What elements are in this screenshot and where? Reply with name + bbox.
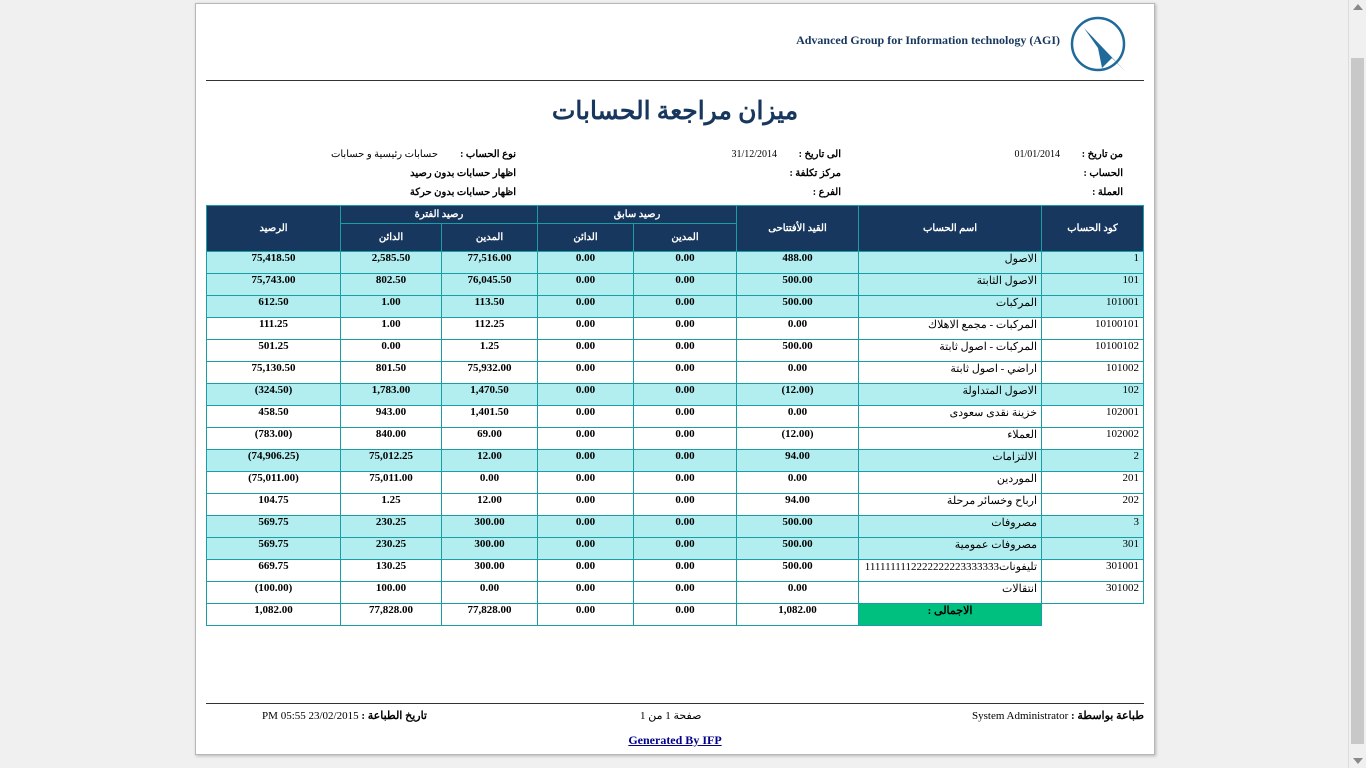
account-name-cell: خزينة نقدى سعودى xyxy=(859,406,1042,428)
page-number: صفحة 1 من 1 xyxy=(640,710,702,722)
account-code-cell: 301 xyxy=(1042,538,1144,560)
previous-debit-cell: 0.00 xyxy=(634,538,737,560)
account-code-cell: 2 xyxy=(1042,450,1144,472)
opening-balance-cell: 0.00 xyxy=(737,406,859,428)
previous-credit-cell: 0.00 xyxy=(538,296,634,318)
previous-credit-cell: 0.00 xyxy=(538,340,634,362)
period-credit-cell: 2,585.50 xyxy=(341,252,442,274)
period-debit-cell: 0.00 xyxy=(442,582,538,604)
balance-cell: 569.75 xyxy=(207,538,341,560)
total-period-credit: 77,828.00 xyxy=(341,604,442,626)
scroll-up-icon[interactable] xyxy=(1353,4,1363,10)
table-row xyxy=(207,472,1144,494)
account-code-cell: 301002 xyxy=(1042,582,1144,604)
previous-credit-cell: 0.00 xyxy=(538,384,634,406)
opening-balance-cell: 0.00 xyxy=(737,472,859,494)
period-credit-cell: 0.00 xyxy=(341,340,442,362)
col-header-prev-credit: الدائن xyxy=(538,224,634,252)
period-credit-cell: 230.25 xyxy=(341,538,442,560)
previous-debit-cell: 0.00 xyxy=(634,560,737,582)
account-code-cell: 101002 xyxy=(1042,362,1144,384)
opening-balance-cell: 94.00 xyxy=(737,494,859,516)
col-header-prev-debit: المدين xyxy=(634,224,737,252)
previous-debit-cell: 0.00 xyxy=(634,428,737,450)
previous-debit-cell: 0.00 xyxy=(634,406,737,428)
scroll-down-icon[interactable] xyxy=(1353,758,1363,764)
col-header-period-credit: الدائن xyxy=(341,224,442,252)
account-code-cell: 101 xyxy=(1042,274,1144,296)
branch-label: الفرع : xyxy=(812,187,841,198)
previous-debit-cell: 0.00 xyxy=(634,318,737,340)
balance-cell: 669.75 xyxy=(207,560,341,582)
period-debit-cell: 1,470.50 xyxy=(442,384,538,406)
generated-by-link[interactable]: Generated By IFP xyxy=(628,733,722,747)
account-name-cell: ارباح وخسائر مرحلة xyxy=(859,494,1042,516)
account-code-cell: 3 xyxy=(1042,516,1144,538)
opening-balance-cell: 500.00 xyxy=(737,516,859,538)
account-code-cell: 201 xyxy=(1042,472,1144,494)
cost-center-label: مركز تكلفة : xyxy=(789,168,841,179)
period-debit-cell: 77,516.00 xyxy=(442,252,538,274)
period-debit-cell: 1.25 xyxy=(442,340,538,362)
total-period-debit: 77,828.00 xyxy=(442,604,538,626)
table-row xyxy=(207,494,1144,516)
header-divider xyxy=(206,80,1144,81)
vertical-scrollbar[interactable] xyxy=(1348,0,1366,768)
period-debit-cell: 75,932.00 xyxy=(442,362,538,384)
account-name-cell: تليفونات1111111112222222223333333 xyxy=(859,560,1042,582)
table-row xyxy=(207,296,1144,318)
account-code-cell: 10100101 xyxy=(1042,318,1144,340)
period-credit-cell: 1.25 xyxy=(341,494,442,516)
account-code-cell: 202 xyxy=(1042,494,1144,516)
previous-debit-cell: 0.00 xyxy=(634,296,737,318)
account-name-cell: مصروفات xyxy=(859,516,1042,538)
table-row xyxy=(207,318,1144,340)
balance-cell: 612.50 xyxy=(207,296,341,318)
report-page xyxy=(195,3,1155,755)
account-code-cell: 102 xyxy=(1042,384,1144,406)
period-debit-cell: 113.50 xyxy=(442,296,538,318)
show-no-movement-label: اظهار حسابات بدون حركة xyxy=(409,187,516,198)
opening-balance-cell: 0.00 xyxy=(737,318,859,340)
opening-balance-cell: 500.00 xyxy=(737,560,859,582)
account-type-value: حسابات رئيسية و حسابات xyxy=(330,149,438,160)
account-code-cell: 301001 xyxy=(1042,560,1144,582)
total-prev-debit: 0.00 xyxy=(634,604,737,626)
previous-debit-cell: 0.00 xyxy=(634,384,737,406)
previous-credit-cell: 0.00 xyxy=(538,406,634,428)
balance-cell: 75,743.00 xyxy=(207,274,341,296)
total-blank-cell xyxy=(1042,604,1144,626)
col-header-period-debit: المدين xyxy=(442,224,538,252)
previous-credit-cell: 0.00 xyxy=(538,560,634,582)
previous-credit-cell: 0.00 xyxy=(538,516,634,538)
balance-cell: 569.75 xyxy=(207,516,341,538)
previous-debit-cell: 0.00 xyxy=(634,450,737,472)
table-row xyxy=(207,538,1144,560)
period-credit-cell: 802.50 xyxy=(341,274,442,296)
total-label: الاجمالى : xyxy=(859,604,1042,626)
print-date xyxy=(262,709,427,722)
period-credit-cell: 130.25 xyxy=(341,560,442,582)
balance-cell: 104.75 xyxy=(207,494,341,516)
table-row xyxy=(207,362,1144,384)
printed-by-value: System Administrator xyxy=(972,710,1069,722)
account-name-cell: انتقالات xyxy=(859,582,1042,604)
previous-debit-cell: 0.00 xyxy=(634,582,737,604)
account-name-cell: الاصول الثابتة xyxy=(859,274,1042,296)
col-header-period: رصيد الفترة xyxy=(341,206,538,224)
total-balance: 1,082.00 xyxy=(207,604,341,626)
to-date-label: الى تاريخ : xyxy=(798,149,841,160)
table-row xyxy=(207,252,1144,274)
account-name-cell: الموردين xyxy=(859,472,1042,494)
period-credit-cell: 840.00 xyxy=(341,428,442,450)
account-code-cell: 101001 xyxy=(1042,296,1144,318)
table-row xyxy=(207,406,1144,428)
period-credit-cell: 75,012.25 xyxy=(341,450,442,472)
footer-divider xyxy=(206,703,1144,704)
period-debit-cell: 0.00 xyxy=(442,472,538,494)
balance-cell: 111.25 xyxy=(207,318,341,340)
total-prev-credit: 0.00 xyxy=(538,604,634,626)
period-debit-cell: 300.00 xyxy=(442,516,538,538)
printed-by-label: طباعة بواسطة : xyxy=(1071,710,1144,722)
printed-by xyxy=(972,709,1144,722)
opening-balance-cell: (12.00) xyxy=(737,428,859,450)
period-credit-cell: 801.50 xyxy=(341,362,442,384)
period-debit-cell: 300.00 xyxy=(442,538,538,560)
period-credit-cell: 1.00 xyxy=(341,318,442,340)
account-code-cell: 102002 xyxy=(1042,428,1144,450)
previous-credit-cell: 0.00 xyxy=(538,472,634,494)
period-credit-cell: 1,783.00 xyxy=(341,384,442,406)
table-row xyxy=(207,560,1144,582)
balance-cell: 75,130.50 xyxy=(207,362,341,384)
col-header-code: كود الحساب xyxy=(1042,206,1144,252)
account-type-label: نوع الحساب : xyxy=(460,149,516,160)
currency-label: العملة : xyxy=(1092,187,1123,198)
previous-debit-cell: 0.00 xyxy=(634,472,737,494)
col-header-opening: القيد الأفتتاحى xyxy=(737,206,859,252)
period-credit-cell: 1.00 xyxy=(341,296,442,318)
opening-balance-cell: 0.00 xyxy=(737,582,859,604)
previous-debit-cell: 0.00 xyxy=(634,516,737,538)
previous-credit-cell: 0.00 xyxy=(538,362,634,384)
previous-debit-cell: 0.00 xyxy=(634,340,737,362)
account-name-cell: الاصول المتداولة xyxy=(859,384,1042,406)
opening-balance-cell: 500.00 xyxy=(737,274,859,296)
opening-balance-cell: 488.00 xyxy=(737,252,859,274)
balance-cell: (74,906.25) xyxy=(207,450,341,472)
balance-cell: (100.00) xyxy=(207,582,341,604)
period-debit-cell: 76,045.50 xyxy=(442,274,538,296)
show-no-balance-label: اظهار حسابات بدون رصيد xyxy=(410,168,516,179)
period-debit-cell: 1,401.50 xyxy=(442,406,538,428)
previous-credit-cell: 0.00 xyxy=(538,450,634,472)
opening-balance-cell: (12.00) xyxy=(737,384,859,406)
scrollbar-thumb[interactable] xyxy=(1351,58,1364,744)
period-debit-cell: 69.00 xyxy=(442,428,538,450)
account-code-cell: 1 xyxy=(1042,252,1144,274)
from-date-value: 01/01/2014 xyxy=(1014,149,1060,160)
account-code-cell: 102001 xyxy=(1042,406,1144,428)
account-name-cell: المركبات - اصول ثابتة xyxy=(859,340,1042,362)
balance-cell: (324.50) xyxy=(207,384,341,406)
col-header-balance: الرصيد xyxy=(207,206,341,252)
period-credit-cell: 230.25 xyxy=(341,516,442,538)
balance-cell: 75,418.50 xyxy=(207,252,341,274)
trial-balance-table xyxy=(206,205,1144,626)
account-name-cell: العملاء xyxy=(859,428,1042,450)
total-opening: 1,082.00 xyxy=(737,604,859,626)
table-row xyxy=(207,274,1144,296)
period-debit-cell: 112.25 xyxy=(442,318,538,340)
account-name-cell: اراضي - اصول ثابتة xyxy=(859,362,1042,384)
period-credit-cell: 100.00 xyxy=(341,582,442,604)
account-code-cell: 10100102 xyxy=(1042,340,1144,362)
table-row xyxy=(207,340,1144,362)
table-row xyxy=(207,582,1144,604)
previous-debit-cell: 0.00 xyxy=(634,274,737,296)
col-header-name: اسم الحساب xyxy=(859,206,1042,252)
print-date-label: تاريخ الطباعة : xyxy=(361,710,427,722)
previous-credit-cell: 0.00 xyxy=(538,538,634,560)
table-row xyxy=(207,516,1144,538)
balance-cell: 458.50 xyxy=(207,406,341,428)
account-name-cell: المركبات - مجمع الاهلاك xyxy=(859,318,1042,340)
period-debit-cell: 12.00 xyxy=(442,494,538,516)
period-debit-cell: 300.00 xyxy=(442,560,538,582)
balance-cell: (75,011.00) xyxy=(207,472,341,494)
account-label: الحساب : xyxy=(1083,168,1123,179)
account-name-cell: الالتزامات xyxy=(859,450,1042,472)
period-credit-cell: 943.00 xyxy=(341,406,442,428)
previous-debit-cell: 0.00 xyxy=(634,494,737,516)
total-row xyxy=(207,604,1144,626)
account-name-cell: المركبات xyxy=(859,296,1042,318)
previous-debit-cell: 0.00 xyxy=(634,362,737,384)
balance-cell: (783.00) xyxy=(207,428,341,450)
opening-balance-cell: 0.00 xyxy=(737,362,859,384)
previous-debit-cell: 0.00 xyxy=(634,252,737,274)
account-name-cell: الاصول xyxy=(859,252,1042,274)
opening-balance-cell: 94.00 xyxy=(737,450,859,472)
balance-cell: 501.25 xyxy=(207,340,341,362)
period-credit-cell: 75,011.00 xyxy=(341,472,442,494)
period-debit-cell: 12.00 xyxy=(442,450,538,472)
from-date-label: من تاريخ : xyxy=(1081,149,1123,160)
previous-credit-cell: 0.00 xyxy=(538,318,634,340)
agi-logo-icon xyxy=(1070,14,1134,78)
to-date-value: 31/12/2014 xyxy=(731,149,777,160)
col-header-previous: رصيد سابق xyxy=(538,206,737,224)
opening-balance-cell: 500.00 xyxy=(737,296,859,318)
opening-balance-cell: 500.00 xyxy=(737,538,859,560)
opening-balance-cell: 500.00 xyxy=(737,340,859,362)
previous-credit-cell: 0.00 xyxy=(538,494,634,516)
previous-credit-cell: 0.00 xyxy=(538,428,634,450)
previous-credit-cell: 0.00 xyxy=(538,274,634,296)
previous-credit-cell: 0.00 xyxy=(538,582,634,604)
report-title: ميزان مراجعة الحسابات xyxy=(551,98,799,125)
table-row xyxy=(207,384,1144,406)
print-date-value: 23/02/2015 05:55 PM xyxy=(262,710,359,722)
previous-credit-cell: 0.00 xyxy=(538,252,634,274)
company-name: Advanced Group for Information technology (AGI) xyxy=(796,33,1060,47)
account-name-cell: مصروفات عمومية xyxy=(859,538,1042,560)
table-row xyxy=(207,428,1144,450)
table-row xyxy=(207,450,1144,472)
